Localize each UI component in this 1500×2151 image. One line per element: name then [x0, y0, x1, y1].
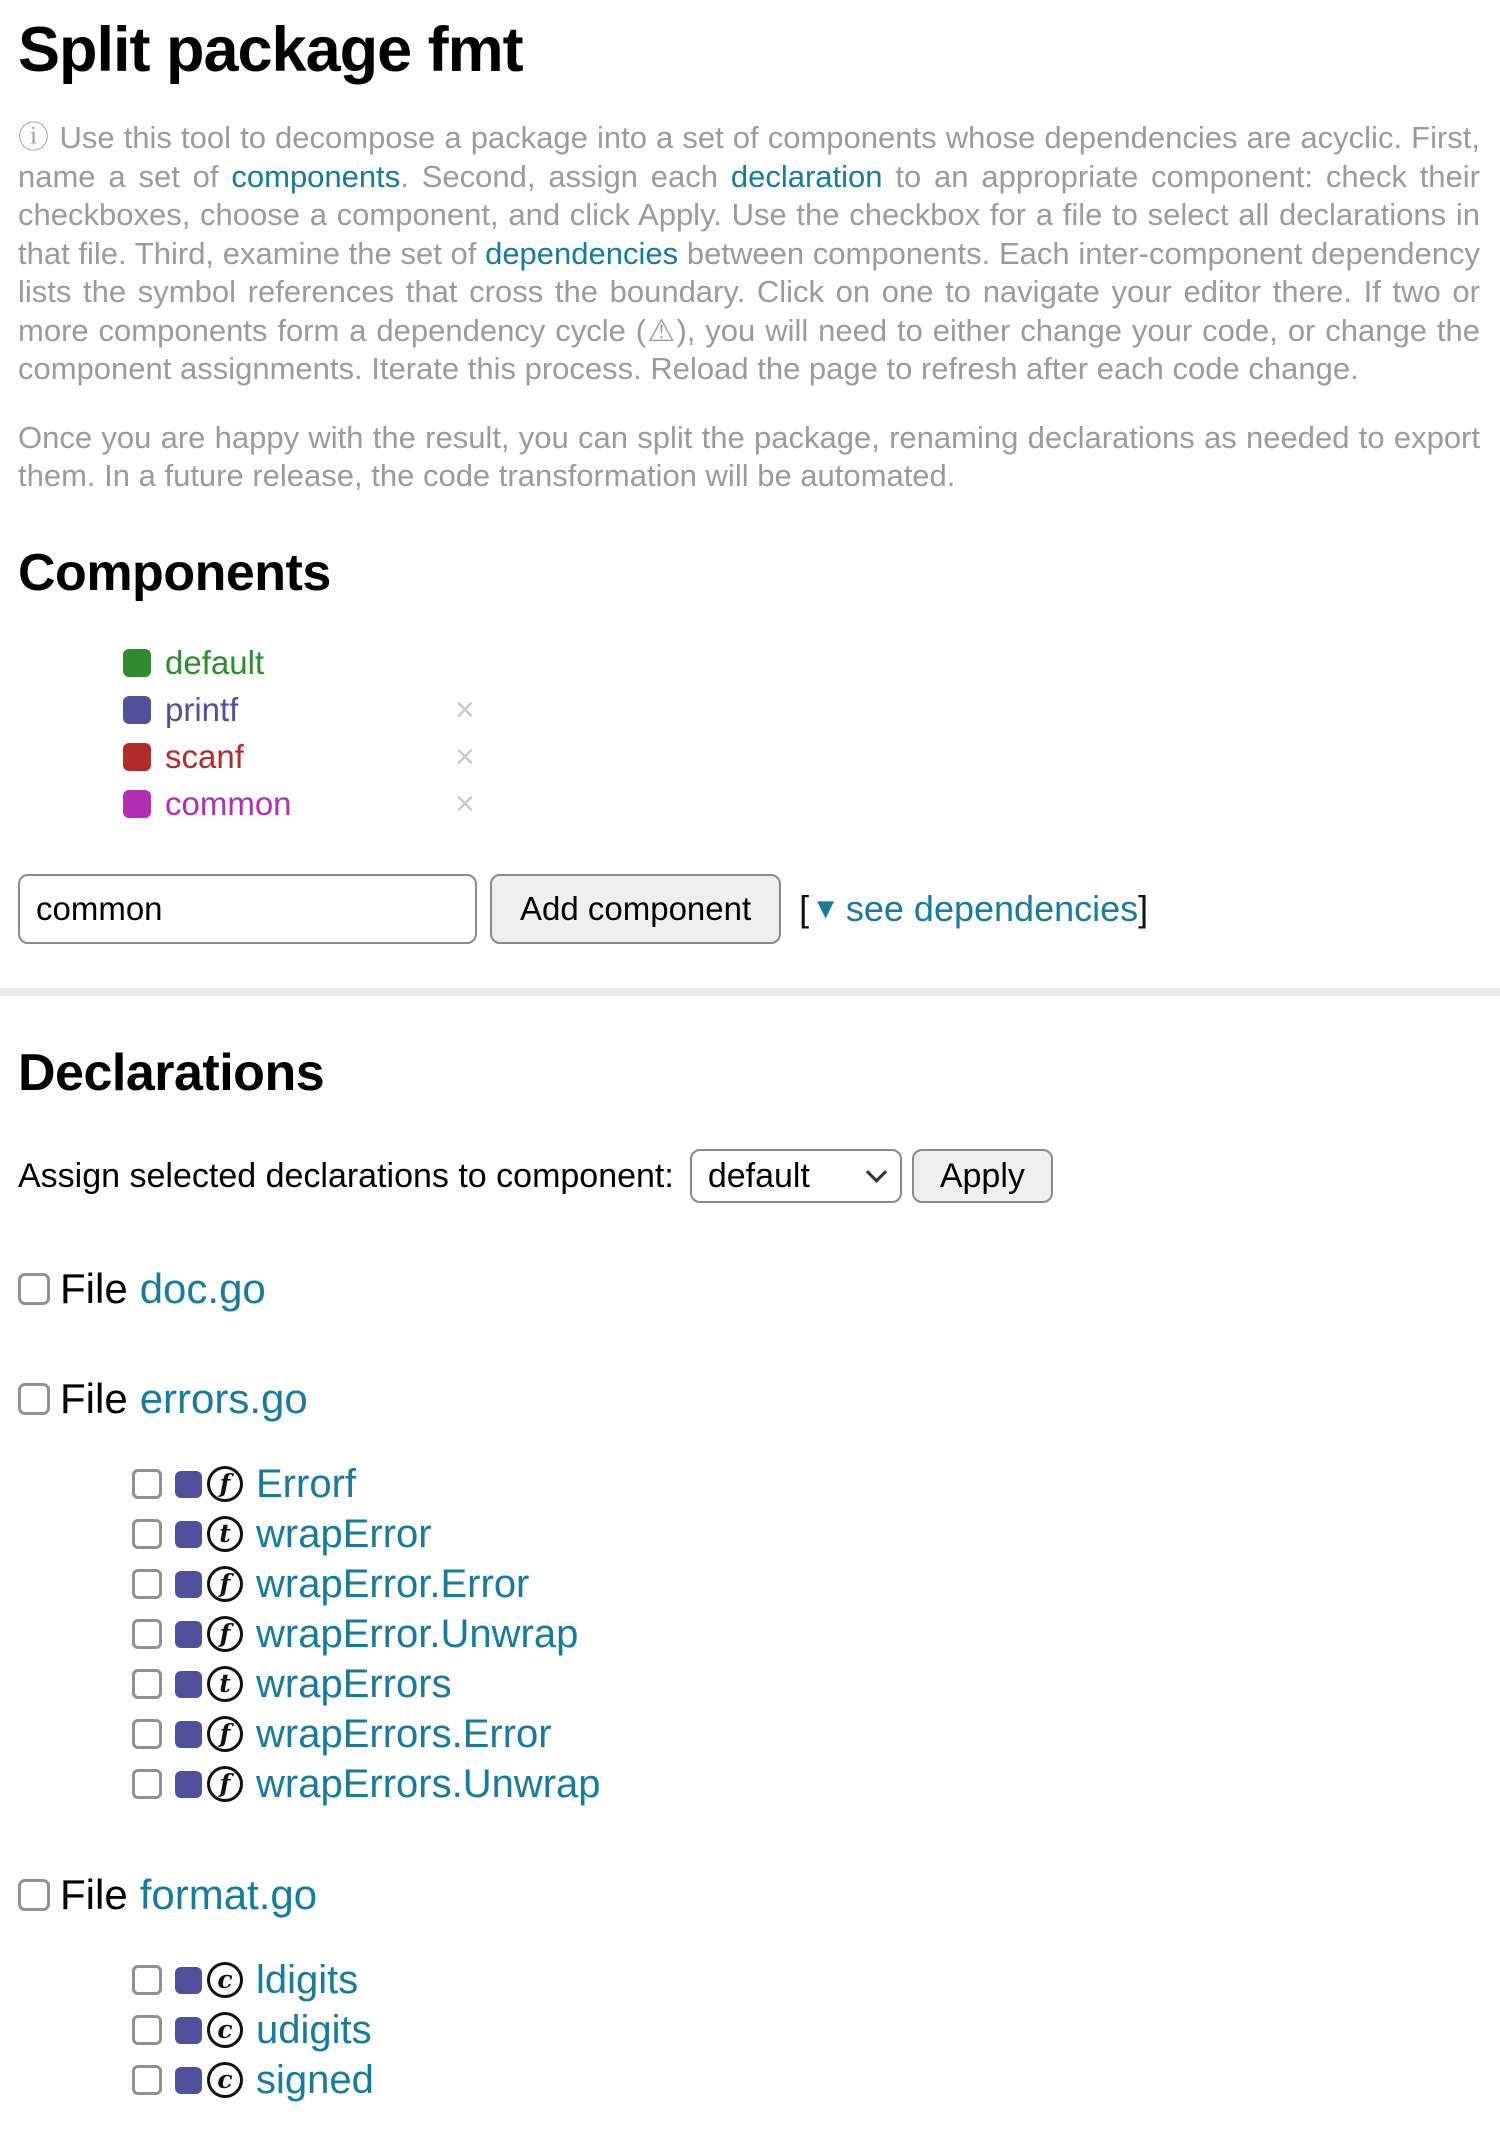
func-kind-icon: f: [207, 1566, 243, 1602]
component-list: [123, 640, 1480, 828]
file-section-doc-go: [18, 1265, 1480, 1313]
remove-component-icon[interactable]: ×: [455, 738, 475, 777]
inline-link[interactable]: components: [231, 158, 401, 194]
const-kind-icon: c: [207, 2012, 243, 2048]
declaration-link[interactable]: udigits: [256, 2007, 372, 2052]
see-dependencies-label: see dependencies: [845, 887, 1139, 929]
components-heading: Components: [18, 543, 331, 602]
remove-component-icon[interactable]: ×: [455, 785, 475, 824]
text-segment: Once you are happy with the result, you can split the package, renaming declarations as needed to export them. In a future release, the code transformation will be automated.: [18, 419, 1480, 494]
file-name-link[interactable]: doc.go: [139, 1265, 266, 1313]
declaration-link[interactable]: wrapErrors.Unwrap: [256, 1761, 601, 1806]
declaration-checkbox[interactable]: [132, 2015, 162, 2045]
component-name: common: [165, 785, 292, 823]
declaration-row: [132, 1459, 1480, 1509]
file-row: [18, 1871, 1480, 1919]
declaration-link[interactable]: ldigits: [256, 1957, 359, 2002]
text-segment: . Second, assign each: [400, 158, 731, 194]
declaration-link[interactable]: wrapError.Error: [256, 1561, 530, 1606]
component-color-swatch: [175, 2017, 202, 2044]
declaration-checkbox[interactable]: [132, 1669, 162, 1699]
page-title: Split package fmt: [18, 15, 523, 85]
assign-row: [18, 1149, 1480, 1203]
text-segment: between components. Each inter-component dependency lists the symbol references that cross the boundary. Click on one to navigate your editor there. If two or more components form a dependency cycle (⚠), you will need to either change your code, or change the component assignments. Iterate this process. Reload the page to refresh after each code change.: [18, 235, 1480, 387]
component-name: default: [165, 644, 265, 682]
component-color-swatch: [175, 1721, 202, 1748]
declaration-row: [132, 1709, 1480, 1759]
declaration-link[interactable]: signed: [256, 2057, 374, 2102]
declaration-row: [132, 2005, 1480, 2055]
component-color-swatch: [175, 1521, 202, 1548]
file-checkbox[interactable]: [18, 1383, 50, 1415]
component-color-swatch: [175, 1471, 202, 1498]
text-segment: to an appropriate component: check their checkboxes, choose a component, and click Apply. Use the checkbox for a file to select all declarations in that file. Third, examine the set of: [18, 158, 1481, 271]
intro-paragraph-2: [18, 419, 1480, 496]
declaration-row: [132, 2055, 1480, 2105]
component-color-swatch: [123, 649, 151, 677]
inline-link[interactable]: dependencies: [485, 235, 679, 271]
func-kind-icon: f: [207, 1466, 243, 1502]
section-divider: [0, 988, 1500, 996]
file-row: [18, 1375, 1480, 1423]
bracket-open: [: [799, 887, 810, 929]
declaration-checkbox[interactable]: [132, 1719, 162, 1749]
apply-button[interactable]: Apply: [912, 1149, 1053, 1203]
type-kind-icon: t: [207, 1666, 243, 1702]
declaration-row: [132, 1609, 1480, 1659]
component-color-swatch: [175, 2067, 202, 2094]
add-component-row: [18, 874, 1480, 944]
component-color-swatch: [175, 1621, 202, 1648]
file-row: [18, 1265, 1480, 1313]
declarations-heading: Declarations: [18, 1043, 325, 1102]
func-kind-icon: f: [207, 1616, 243, 1652]
declaration-link[interactable]: Errorf: [256, 1461, 356, 1506]
intro-paragraph-1: [18, 119, 1480, 389]
declaration-row: [132, 1509, 1480, 1559]
file-label: File: [60, 1265, 128, 1313]
component-color-swatch: [123, 790, 151, 818]
file-checkbox[interactable]: [18, 1879, 50, 1911]
file-name-link[interactable]: errors.go: [139, 1375, 308, 1423]
remove-component-icon[interactable]: ×: [455, 691, 475, 730]
declaration-list: [132, 1459, 1480, 1809]
declaration-checkbox[interactable]: [132, 1965, 162, 1995]
component-name: scanf: [165, 738, 244, 776]
file-name-link[interactable]: format.go: [139, 1871, 318, 1919]
component-color-swatch: [123, 696, 151, 724]
declaration-row: [132, 1559, 1480, 1609]
declaration-row: [132, 1759, 1480, 1809]
component-row-printf: [123, 687, 1480, 734]
declaration-link[interactable]: wrapError: [256, 1511, 432, 1556]
component-name: printf: [165, 691, 239, 729]
assign-label: Assign selected declarations to component:: [18, 1156, 674, 1195]
declaration-link[interactable]: wrapError.Unwrap: [256, 1611, 579, 1656]
component-row-default: [123, 640, 1480, 687]
type-kind-icon: t: [207, 1516, 243, 1552]
file-checkbox[interactable]: [18, 1273, 50, 1305]
inline-link[interactable]: declaration: [730, 158, 883, 194]
file-section-errors-go: [18, 1375, 1480, 1809]
declaration-checkbox[interactable]: [132, 1769, 162, 1799]
text-segment: Use this tool to decompose a package into a set of components whose dependencies are acyclic. First, name a set of: [18, 120, 1481, 194]
component-color-swatch: [123, 743, 151, 771]
component-name-input[interactable]: [18, 874, 477, 944]
declaration-list: [132, 1955, 1480, 2105]
func-kind-icon: f: [207, 1716, 243, 1752]
chevron-down-icon: [866, 1162, 887, 1183]
component-color-swatch: [175, 1671, 202, 1698]
declaration-checkbox[interactable]: [132, 2065, 162, 2095]
file-label: File: [60, 1871, 128, 1919]
const-kind-icon: c: [207, 2062, 243, 2098]
file-section-format-go: [18, 1871, 1480, 2105]
text-segment: ⓘ: [18, 120, 50, 156]
see-dependencies-link[interactable]: [799, 874, 1148, 944]
declaration-checkbox[interactable]: [132, 1469, 162, 1499]
add-component-button[interactable]: Add component: [490, 874, 781, 944]
component-select-value: default: [707, 1156, 810, 1195]
declaration-checkbox[interactable]: [132, 1569, 162, 1599]
component-color-swatch: [175, 1967, 202, 1994]
const-kind-icon: c: [207, 1962, 243, 1998]
declaration-link[interactable]: wrapErrors.Error: [256, 1711, 552, 1756]
declaration-row: [132, 1659, 1480, 1709]
declaration-checkbox[interactable]: [132, 1519, 162, 1549]
declaration-row: [132, 1955, 1480, 2005]
file-label: File: [60, 1375, 128, 1423]
component-row-common: [123, 781, 1480, 828]
triangle-down-icon: ▼: [811, 893, 840, 926]
func-kind-icon: f: [207, 1766, 243, 1802]
declaration-checkbox[interactable]: [132, 1619, 162, 1649]
component-color-swatch: [175, 1571, 202, 1598]
component-row-scanf: [123, 734, 1480, 781]
bracket-close: ]: [1138, 887, 1149, 929]
declaration-link[interactable]: wrapErrors: [256, 1661, 452, 1706]
component-color-swatch: [175, 1771, 202, 1798]
component-select[interactable]: [690, 1149, 902, 1203]
